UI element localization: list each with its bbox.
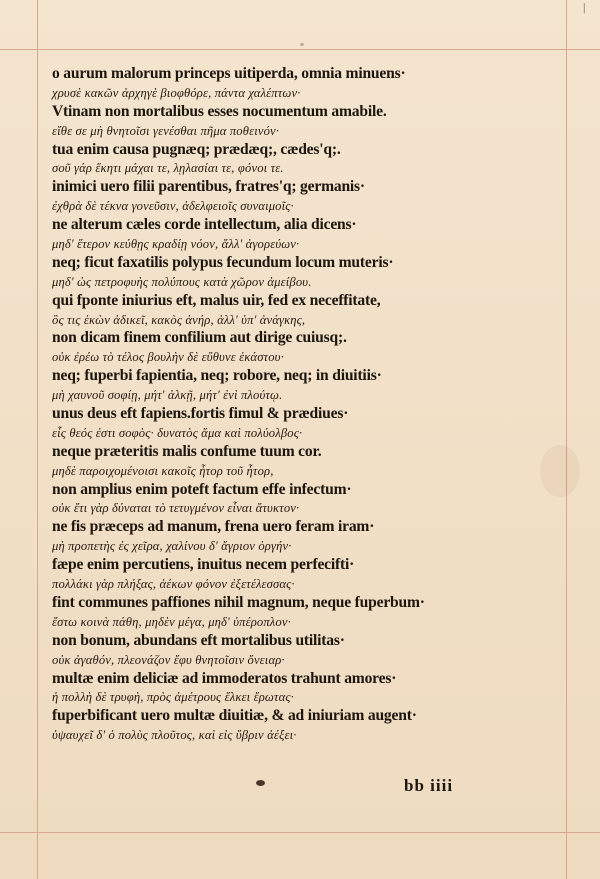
greek-line: μὴ προπετὴς ἐς χεῖρα, χαλίνου δ' ἄγριον ὀργήν· (52, 539, 292, 554)
latin-line: unus deus eft fapiens.fortis fimul & prædiues· (52, 405, 349, 423)
right-margin-rule (566, 0, 567, 879)
greek-line: ὑψαυχεῖ δ' ὁ πολὺς πλοῦτος, καὶ εἰς ὕβριν ἀέξει· (52, 728, 297, 743)
latin-line: non bonum, abundans eft mortalibus utilitas· (52, 631, 345, 649)
left-margin-rule (37, 0, 38, 879)
latin-line: fuperbificant uero multæ diuitiæ, & ad iniuriam augent· (52, 707, 417, 725)
ink-speck (300, 43, 304, 46)
greek-line: εἴθε σε μὴ θνητοῖσι γενέσθαι πῆμα ποθεινόν· (52, 123, 280, 138)
greek-line: οὐκ ἀγαθόν, πλεονάζον ἔφυ θνητοῖσιν ὄνειαρ· (52, 652, 285, 667)
latin-line: ne alterum cæles corde intellectum, alia dicens· (52, 216, 357, 234)
greek-line: μηδ' ἕτερον κεύθῃς κραδίῃ νόον, ἄλλ' ἀγορεύων· (52, 237, 300, 252)
greek-line: πολλάκι γὰρ πλήξας, ἀέκων φόνον ἐξετέλεσσας· (52, 577, 295, 592)
greek-line: χρυσὲ κακῶν ἀρχηγὲ βιοφθόρε, πάντα χαλέπτων· (52, 85, 301, 100)
latin-line: fæpe enim percutiens, inuitus necem perfecifti· (52, 556, 355, 574)
latin-line: non amplius enim poteft factum effe infectum· (52, 480, 352, 498)
latin-line: fint communes paffiones nihil magnum, neque fuperbum· (52, 593, 425, 611)
greek-line: οὐκ ἔτι γὰρ δύναται τὸ τετυγμένον εἶναι ἄτυκτον· (52, 501, 300, 516)
latin-line: ne fis præceps ad manum, frena uero feram iram· (52, 518, 375, 536)
signature-mark: bb iiii (404, 776, 454, 795)
latin-line: qui fponte iniurius eft, malus uir, fed ex neceffitate, (52, 291, 381, 309)
latin-line: inimici uero filii parentibus, fratres'q; germanis· (52, 178, 365, 196)
corner-mark: | (583, 0, 586, 14)
latin-line: multæ enim deliciæ ad immoderatos trahunt amores· (52, 669, 397, 687)
greek-line: ἐχθρὰ δὲ τέκνα γονεῦσιν, ἀδελφειοῖς συναιμοῖς· (52, 199, 294, 214)
latin-line: neq; ficut faxatilis polypus fecundum locum muteris· (52, 253, 394, 271)
greek-line: ὃς τις ἑκὼν ἀδικεῖ, κακὸς ἀνήρ, ἀλλ' ὑπ' ἀνάγκης, (52, 312, 306, 327)
greek-line: μὴ χαυνοῦ σοφίῃ, μήτ' ἀλκῇ, μήτ' ἐνὶ πλούτῳ. (52, 388, 283, 403)
text-block (52, 65, 562, 745)
ink-blot (256, 780, 265, 786)
latin-line: neq; fuperbi fapientia, neq; robore, neq; in diuitiis· (52, 367, 382, 385)
greek-line: οὐκ ἐρέω τὸ τέλος βουλὴν δὲ εὔθυνε ἑκάστου· (52, 350, 284, 365)
latin-line: tua enim causa pugnæq; prædæq;, cædes'q;. (52, 140, 341, 158)
latin-line: neque præteritis malis confume tuum cor. (52, 442, 322, 460)
greek-line: εἷς θεός ἐστι σοφὸς· δυνατὸς ἅμα καὶ πολύολβος· (52, 425, 303, 440)
greek-line: μηδ' ὡς πετροφυὴς πολύπους κατὰ χῶρον ἀμείβου. (52, 274, 312, 289)
latin-line: non dicam finem confilium aut dirige cuiusq;. (52, 329, 347, 347)
greek-line: ἔστω κοινὰ πάθη, μηδὲν μέγα, μηδ' ὑπέροπλον· (52, 614, 291, 629)
greek-line: ἡ πολλὴ δὲ τρυφὴ, πρὸς ἀμέτρους ἕλκει ἔρωτας· (52, 690, 294, 705)
greek-line: σοῦ γάρ ἕκητι μάχαι τε, λῃλασίαι τε, φόνοι τε. (52, 161, 284, 176)
bottom-margin-rule (0, 832, 600, 833)
latin-line: Vtinam non mortalibus esses nocumentum amabile. (52, 102, 387, 120)
latin-line: o aurum malorum princeps uitiperda, omnia minuens· (52, 65, 406, 82)
greek-line: μηδὲ παροιχομένοισι κακοῖς ἦτορ τοῦ ἦτορ, (52, 463, 274, 478)
top-margin-rule (0, 49, 600, 50)
